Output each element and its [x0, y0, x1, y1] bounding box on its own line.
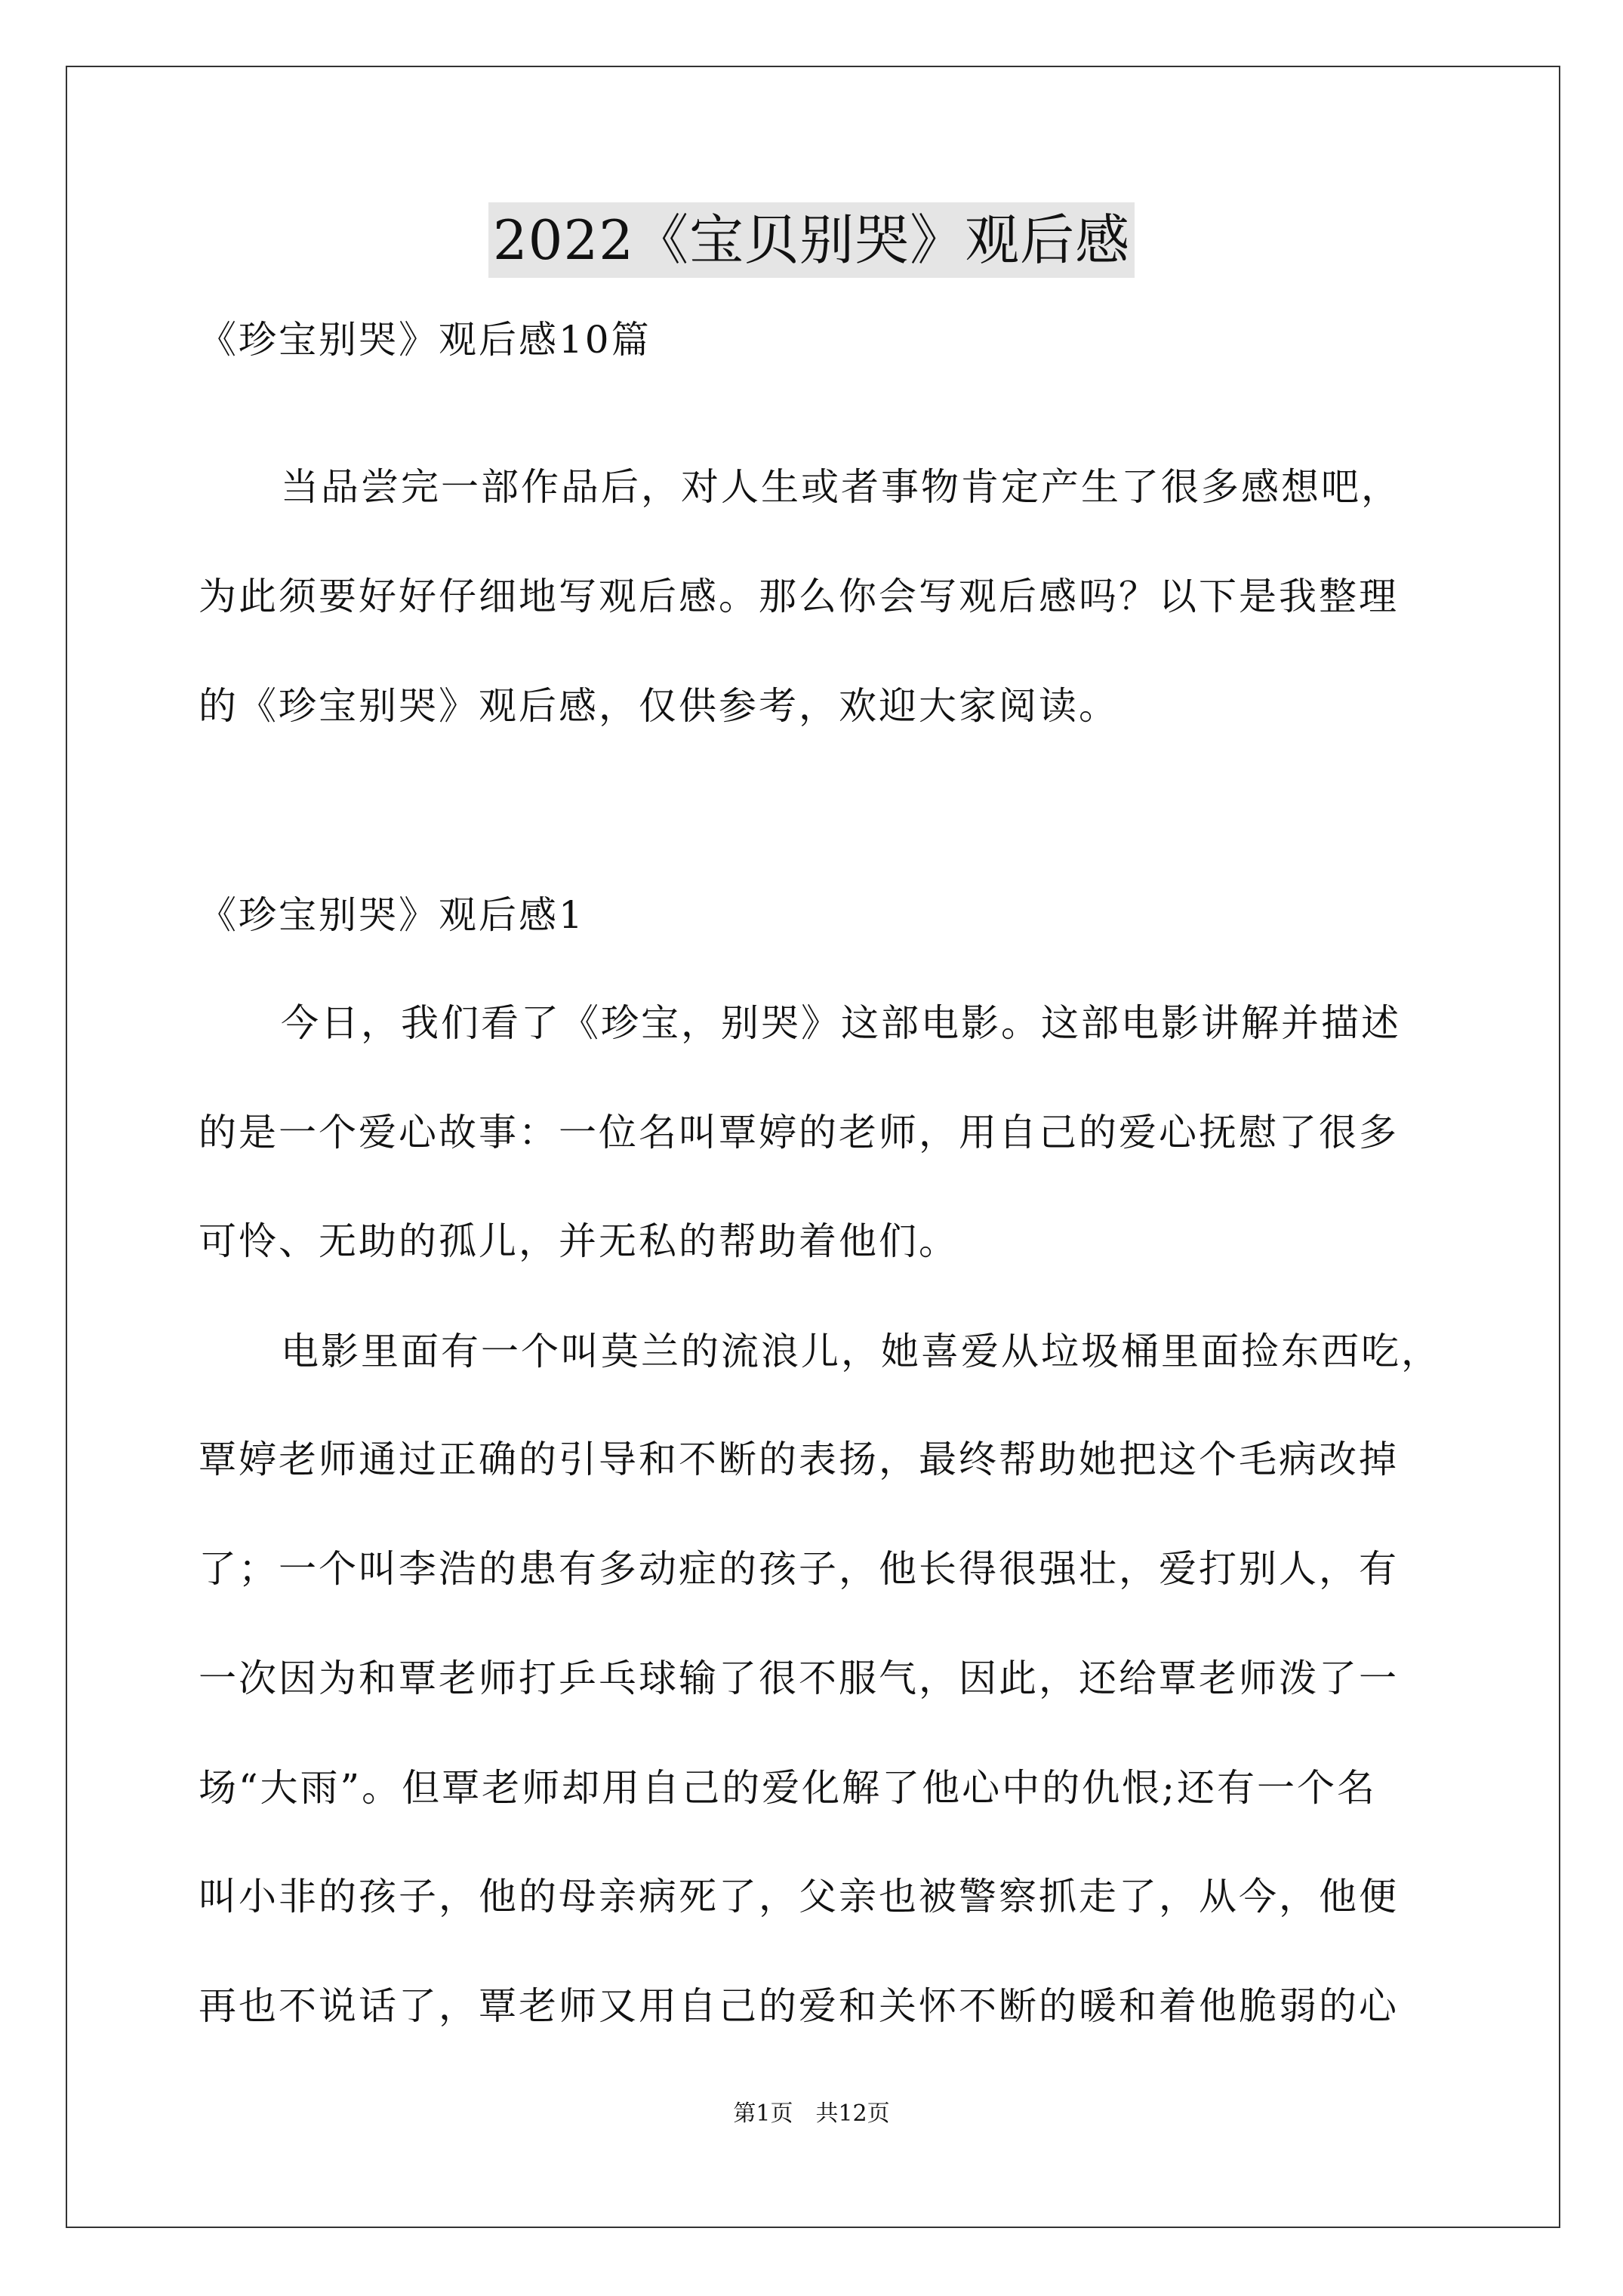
document-title: 2022《宝贝别哭》观后感 — [488, 202, 1135, 278]
title-container — [0, 202, 1623, 278]
intro-line-1: 当品尝完一部作品后，对人生或者事物肯定产生了很多感想吧， — [281, 465, 1401, 509]
subtitle: 《珍宝别哭》观后感10篇 — [199, 318, 651, 362]
paragraph1-line-3: 可怜、无助的孤儿，并无私的帮助着他们。 — [199, 1219, 959, 1263]
paragraph2-line-1: 电影里面有一个叫莫兰的流浪儿，她喜爱从垃圾桶里面捡东西吃， — [281, 1330, 1441, 1373]
section-heading: 《珍宝别哭》观后感1 — [199, 893, 585, 937]
paragraph1-line-2: 的是一个爱心故事：一位名叫覃婷的老师，用自己的爱心抚慰了很多 — [199, 1111, 1399, 1154]
paragraph2-line-7: 再也不说话了，覃老师又用自己的爱和关怀不断的暖和着他脆弱的心 — [199, 1984, 1399, 2028]
page-number-footer: 第1页 共12页 — [733, 2100, 890, 2127]
paragraph2-line-3: 了；一个叫李浩的患有多动症的孩子，他长得很强壮，爱打别人，有 — [199, 1547, 1399, 1591]
paragraph2-line-6: 叫小非的孩子，他的母亲病死了，父亲也被警察抓走了，从今，他便 — [199, 1875, 1399, 1918]
intro-line-3: 的《珍宝别哭》观后感，仅供参考，欢迎大家阅读。 — [199, 684, 1119, 728]
paragraph1-line-1: 今日，我们看了《珍宝，别哭》这部电影。这部电影讲解并描述 — [281, 1001, 1401, 1045]
paragraph2-line-5: 场“大雨”。但覃老师却用自己的爱化解了他心中的仇恨;还有一个名 — [199, 1766, 1377, 1810]
paragraph2-line-4: 一次因为和覃老师打乒乓球输了很不服气，因此，还给覃老师泼了一 — [199, 1657, 1399, 1700]
paragraph2-line-2: 覃婷老师通过正确的引导和不断的表扬，最终帮助她把这个毛病改掉 — [199, 1438, 1399, 1481]
intro-line-2: 为此须要好好仔细地写观后感。那么你会写观后感吗？以下是我整理 — [199, 575, 1399, 618]
